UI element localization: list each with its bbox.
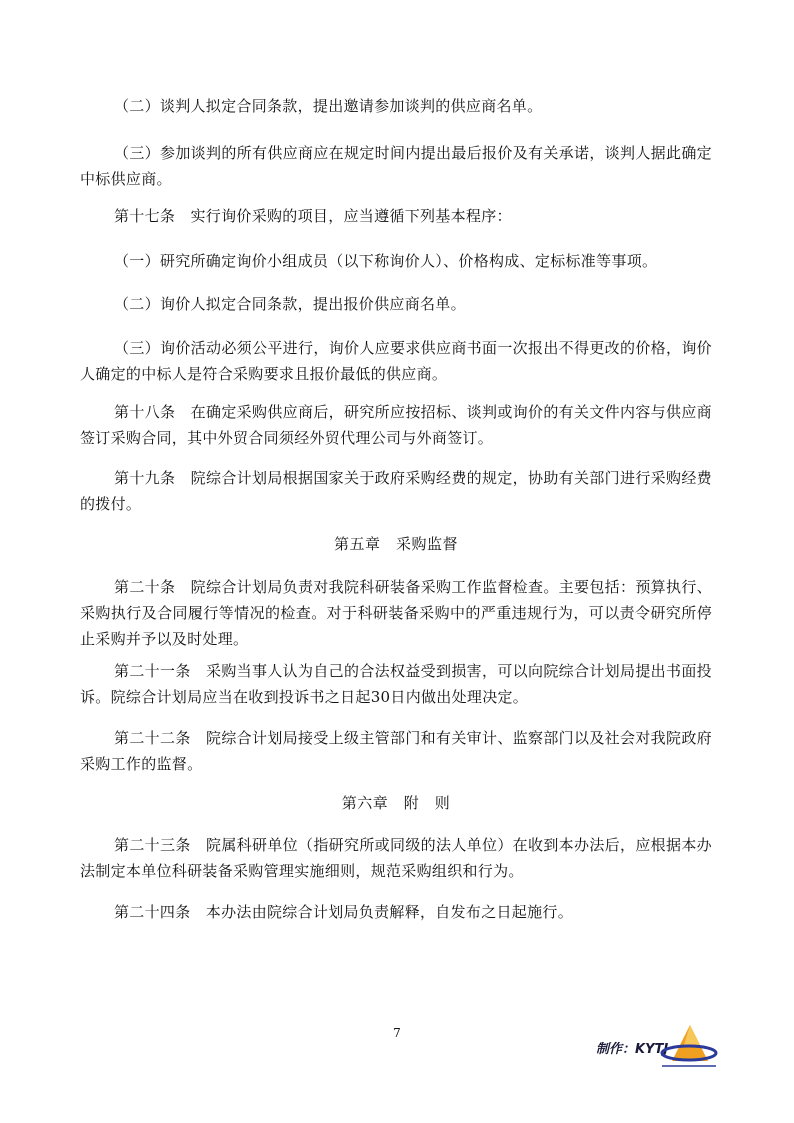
paragraph-negotiation-2: （二）谈判人拟定合同条款，提出邀请参加谈判的供应商名单。	[114, 97, 543, 115]
maker-label: 制作：KYTJ	[596, 1042, 669, 1057]
page-number: 7	[393, 1026, 401, 1040]
paragraph-article-22: 第二十二条 院综合计划局接受上级主管部门和有关审计、监察部门以及社会对我院政府采购工作的监督。	[80, 729, 712, 773]
paragraph-article-24: 第二十四条 本办法由院综合计划局负责解释，自发布之日起施行。	[114, 903, 574, 921]
paragraph-negotiation-3: （三）参加谈判的所有供应商应在规定时间内提出最后报价及有关承诺，谈判人据此确定中标供应商。	[80, 144, 712, 188]
paragraph-inquiry-1: （一）研究所确定询价小组成员（以下称询价人）、价格构成、定标标准等事项。	[114, 252, 658, 270]
chapter-6-heading: 第六章 附 则	[341, 794, 451, 812]
paragraph-article-23: 第二十三条 院属科研单位（指研究所或同级的法人单位）在收到本办法后，应根据本办法制定本单位科研装备采购管理实施细则，规范采购组织和行为。	[80, 836, 712, 880]
paragraph-article-21: 第二十一条 采购当事人认为自己的合法权益受到损害，可以向院综合计划局提出书面投诉。院综合计划局应当在收到投诉书之日起30日内做出处理决定。	[80, 662, 712, 706]
paragraph-inquiry-3: （三）询价活动必须公平进行，询价人应要求供应商书面一次报出不得更改的价格，询价人确定的中标人是符合采购要求且报价最低的供应商。	[80, 339, 712, 383]
kytj-logo-icon	[660, 1023, 718, 1069]
paragraph-article-17: 第十七条 实行询价采购的项目，应当遵循下列基本程序：	[114, 207, 512, 225]
chapter-5-heading: 第五章 采购监督	[333, 535, 458, 553]
paragraph-article-19: 第十九条 院综合计划局根据国家关于政府采购经费的规定，协助有关部门进行采购经费的拨付。	[80, 469, 712, 513]
paragraph-inquiry-2: （二）询价人拟定合同条款，提出报价供应商名单。	[114, 295, 466, 313]
paragraph-article-20: 第二十条 院综合计划局负责对我院科研装备采购工作监督检查。主要包括：预算执行、采购执行及合同履行等情况的检查。对于科研装备采购中的严重违规行为，可以责令研究所停止采购并予以及时处理。	[80, 578, 712, 648]
paragraph-article-18: 第十八条 在确定采购供应商后，研究所应按招标、谈判或询价的有关文件内容与供应商签订采购合同，其中外贸合同须经外贸代理公司与外商签订。	[80, 403, 712, 447]
